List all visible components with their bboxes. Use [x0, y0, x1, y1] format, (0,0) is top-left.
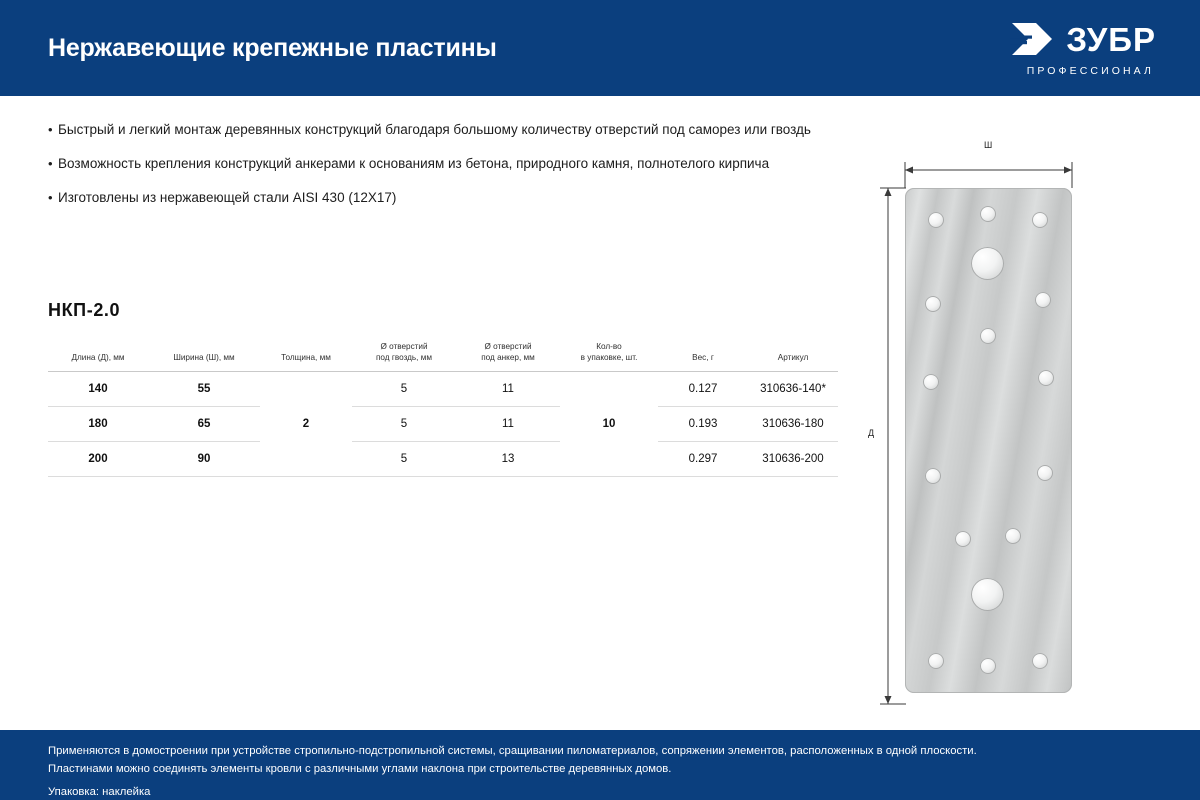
cell-length: 200 [48, 442, 148, 477]
list-item-text: Быстрый и легкий монтаж деревянных конструкций благодаря большому количеству отверстий под саморез или гвоздь [58, 122, 811, 137]
column-header-weight [658, 335, 748, 372]
nail-hole [928, 653, 944, 669]
list-item [48, 156, 848, 173]
column-header-anchor-hole [456, 335, 560, 372]
column-header-thickness [260, 335, 352, 372]
column-header-length [48, 335, 148, 372]
column-header-line1: Длина (Д), мм [71, 353, 125, 363]
nail-hole [923, 374, 939, 390]
feature-list [48, 122, 848, 224]
plate-image [905, 188, 1072, 693]
cell-pack-qty-merged: 10 [560, 372, 658, 477]
column-header-width [148, 335, 260, 372]
spec-table [48, 335, 838, 477]
cell-anchor-hole: 11 [456, 407, 560, 442]
cell-nail-hole: 5 [352, 442, 456, 477]
column-header-line1: Ø отверстий [484, 342, 532, 351]
nail-hole [1038, 370, 1054, 386]
length-dimension-label: Д [868, 428, 875, 438]
nail-hole [1037, 465, 1053, 481]
cell-weight: 0.297 [658, 442, 748, 477]
cell-sku: 310636-140* [748, 372, 838, 407]
brand-name: ЗУБР [1066, 20, 1156, 58]
cell-weight: 0.127 [658, 372, 748, 407]
cell-anchor-hole: 11 [456, 372, 560, 407]
footer-line-1: Применяются в домостроении при устройстве стропильно-подстропильной системы, сращивании пиломатериалов, сопряжении элементов, расположенных в одной плоскости. [48, 745, 977, 757]
product-drawing [860, 140, 1160, 710]
anchor-hole [971, 247, 1004, 280]
width-dimension-label: Ш [984, 140, 993, 150]
cell-nail-hole: 5 [352, 407, 456, 442]
column-header-line1: Ширина (Ш), мм [173, 353, 235, 363]
nail-hole [1005, 528, 1021, 544]
brand-logo [1010, 19, 1164, 77]
nail-hole [980, 658, 996, 674]
column-header-sku [748, 335, 838, 372]
column-header-line1: Кол-во [596, 342, 622, 351]
column-header-line1: Вес, г [692, 353, 714, 363]
cell-length: 140 [48, 372, 148, 407]
footer-line-2: Пластинами можно соединять элементы кровли с различными углами наклона при строительстве деревянных домов. [48, 763, 672, 776]
table-row [48, 442, 838, 477]
cell-sku: 310636-180 [748, 407, 838, 442]
zubr-arrow-icon [1010, 19, 1054, 59]
page-title: Нержавеющие крепежные пластины [48, 33, 497, 62]
column-header-line1: Артикул [777, 353, 809, 363]
column-header-line1: Толщина, мм [281, 353, 331, 363]
cell-thickness-merged: 2 [260, 372, 352, 477]
list-item [48, 122, 848, 139]
footer-packaging: Упаковка: наклейка [48, 785, 151, 798]
nail-hole [980, 328, 996, 344]
cell-nail-hole: 5 [352, 372, 456, 407]
list-item-text: Изготовлены из нержавеющей стали AISI 430 (12Х17) [58, 189, 397, 205]
cell-sku: 310636-200 [748, 442, 838, 477]
nail-hole [928, 212, 944, 228]
brand-row [1010, 19, 1156, 59]
table-header-row [48, 335, 838, 372]
spec-table-block [48, 300, 838, 477]
nail-hole [1032, 212, 1048, 228]
cell-anchor-hole: 13 [456, 442, 560, 477]
bullet-marker: • [48, 189, 53, 205]
list-item [48, 190, 848, 207]
cell-weight: 0.193 [658, 407, 748, 442]
page-header [0, 0, 1200, 96]
anchor-hole [971, 578, 1004, 611]
nail-hole [1035, 292, 1051, 308]
column-header-line2: под гвоздь, мм [376, 353, 432, 363]
cell-width: 90 [148, 442, 260, 477]
nail-hole [955, 531, 971, 547]
column-header-line1: Ø отверстий [380, 342, 428, 351]
nail-hole [1032, 653, 1048, 669]
column-header-pack-qty [560, 335, 658, 372]
nail-hole [925, 296, 941, 312]
brand-subtitle: ПРОФЕССИОНАЛ [1026, 65, 1154, 77]
table-row [48, 407, 838, 442]
cell-length: 180 [48, 407, 148, 442]
cell-width: 55 [148, 372, 260, 407]
header-divider [0, 96, 1200, 98]
nail-hole [925, 468, 941, 484]
column-header-line2: в упаковке, шт. [580, 353, 638, 363]
list-item-text: Возможность крепления конструкций анкерами к основаниям из бетона, природного камня, полнотелого кирпича [58, 155, 770, 171]
table-row [48, 372, 838, 407]
bullet-marker: • [48, 122, 53, 137]
nail-hole [980, 206, 996, 222]
bullet-marker: • [48, 155, 53, 171]
column-header-line2: под анкер, мм [481, 353, 535, 363]
column-header-nail-hole [352, 335, 456, 372]
cell-width: 65 [148, 407, 260, 442]
page-footer [0, 730, 1200, 800]
spec-table-title: НКП-2.0 [48, 300, 121, 320]
